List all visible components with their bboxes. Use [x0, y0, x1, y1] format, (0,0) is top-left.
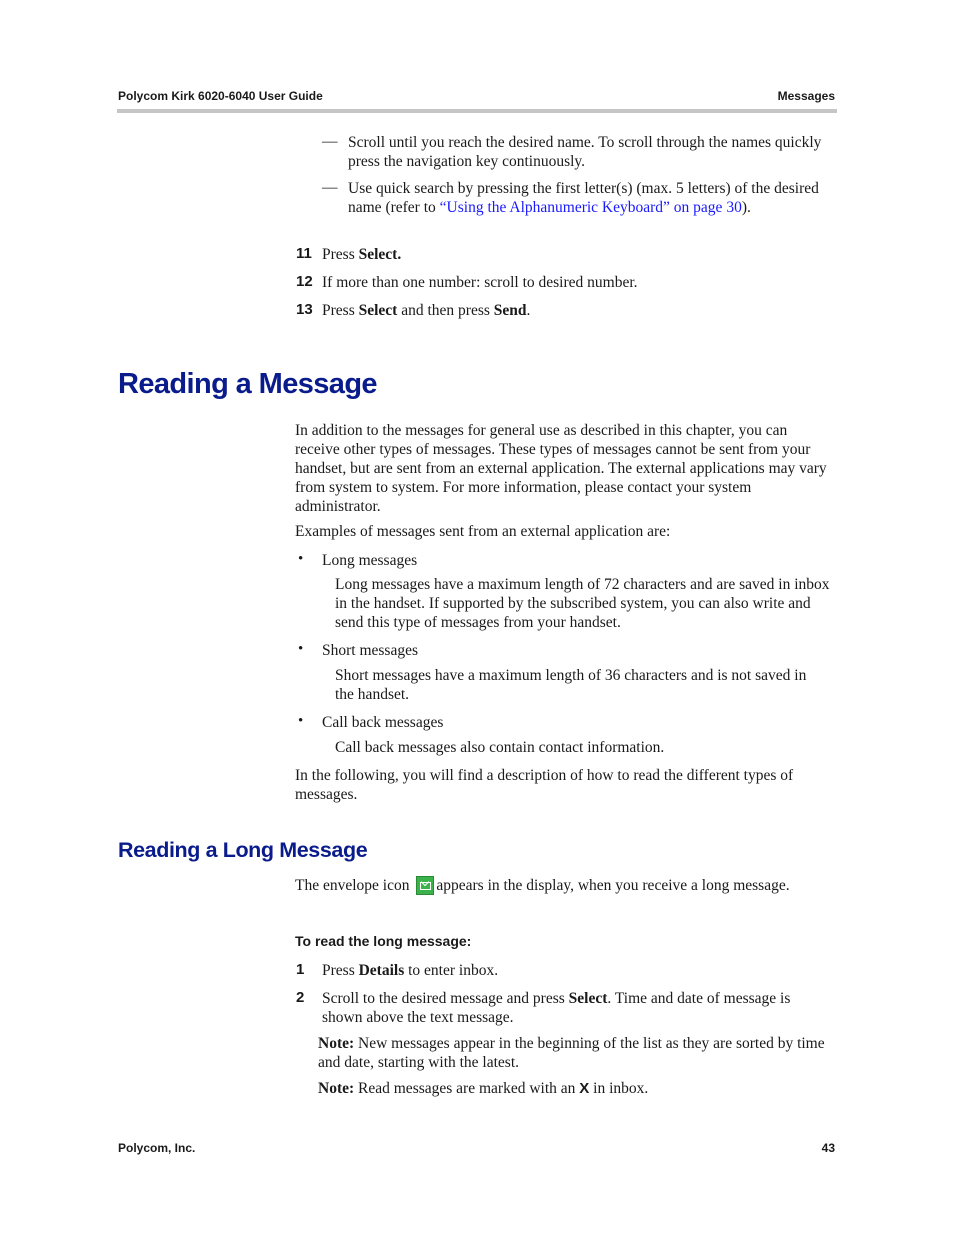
- dash-item-text: Scroll until you reach the desired name. To scroll through the names quickly press the navigation key continuously.: [348, 134, 822, 170]
- step-number: 2: [296, 989, 305, 1006]
- note-paragraph: Note: Read messages are marked with an X in inbox.: [318, 1080, 649, 1097]
- subsection-heading: Reading a Long Message: [118, 838, 368, 862]
- page-number: 43: [821, 1141, 835, 1155]
- intro-paragraph: In addition to the messages for general use as described in this chapter, you can receive other types of messages. These types of messages cannot be sent from your handset, but are sent from an external application. The external applications may vary from system to system. For more information, please contact your system administrator.: [295, 422, 827, 515]
- step-number: 11: [296, 245, 312, 262]
- step-text: If more than one number: scroll to desired number.: [322, 274, 638, 291]
- bullet-label: Call back messages: [322, 714, 444, 731]
- bullet-description: Short messages have a maximum length of 36 characters and is not saved in the handset.: [335, 667, 807, 703]
- bullet-marker: •: [298, 551, 304, 567]
- step-text: Press Select.: [322, 246, 402, 263]
- step-text: Scroll to the desired message and press Select. Time and date of message is shown above the text message.: [322, 990, 791, 1026]
- bullet-marker: •: [298, 713, 304, 729]
- dash-marker: —: [322, 133, 338, 150]
- section-heading: Reading a Message: [118, 368, 377, 400]
- step-number: 1: [296, 961, 305, 978]
- step-text: Press Select and then press Send.: [322, 302, 531, 319]
- following-paragraph: In the following, you will find a description of how to read the different types of messages.: [295, 767, 794, 803]
- note-paragraph: Note: New messages appear in the beginning of the list as they are sorted by time and date, starting with the latest.: [318, 1035, 825, 1071]
- procedure-title: To read the long message:: [295, 933, 472, 949]
- bullet-label: Long messages: [322, 552, 418, 569]
- bullet-label: Short messages: [322, 642, 419, 659]
- step-number: 12: [296, 273, 313, 290]
- step-number: 13: [296, 301, 313, 318]
- envelope-icon: [416, 876, 434, 895]
- envelope-paragraph: The envelope icon appears in the display, when you receive a long message.: [295, 877, 790, 894]
- bullet-description: Long messages have a maximum length of 72 characters and are saved in inbox in the handset. If supported by the subscribed system, you can also write and send this type of messages from your handset.: [335, 576, 830, 631]
- running-header-section: Messages: [777, 89, 835, 103]
- running-header-title: Polycom Kirk 6020-6040 User Guide: [118, 89, 323, 103]
- header-rule: [117, 109, 837, 113]
- cross-reference-link[interactable]: “Using the Alphanumeric Keyboard” on page 30: [439, 199, 742, 216]
- step-text: Press Details to enter inbox.: [322, 962, 499, 979]
- dash-item-text: Use quick search by pressing the first letter(s) (max. 5 letters) of the desired name (refer to “Using the Alphanumeric Keyboard” on page 30).: [348, 180, 819, 216]
- read-mark-icon: X: [579, 1080, 590, 1097]
- bullet-description: Call back messages also contain contact information.: [335, 739, 665, 756]
- footer-company: Polycom, Inc.: [118, 1141, 196, 1155]
- bullet-marker: •: [298, 641, 304, 657]
- examples-intro: Examples of messages sent from an external application are:: [295, 523, 671, 540]
- dash-marker: —: [322, 179, 338, 196]
